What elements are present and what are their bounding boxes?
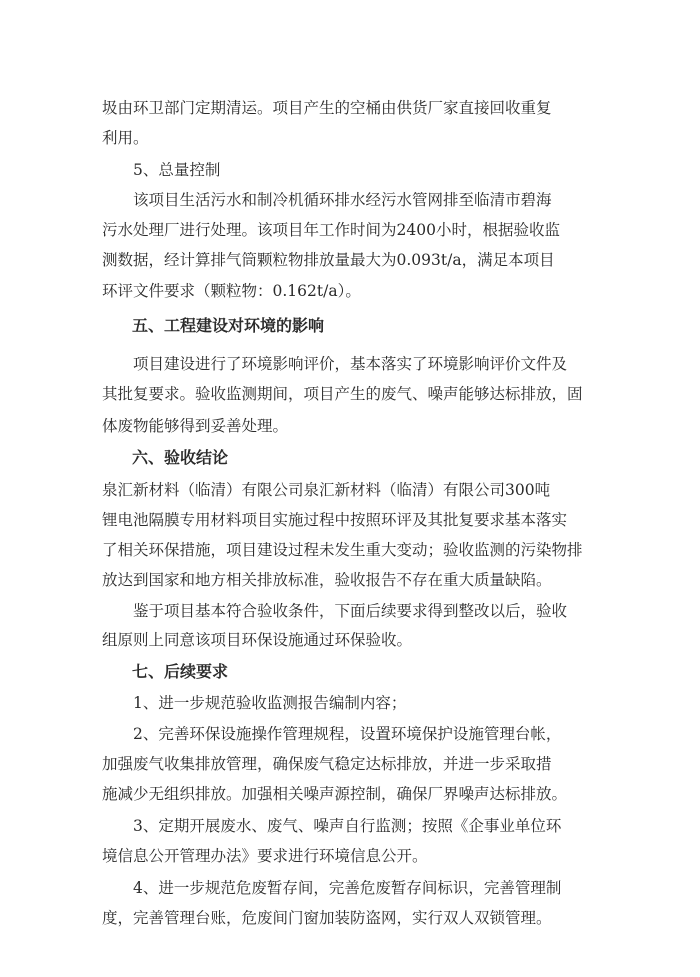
section-heading-7: 七、后续要求 — [132, 662, 229, 681]
body-line: 环评文件要求（颗粒物：0.162t/a）。 — [102, 282, 361, 300]
section-heading-6: 六、验收结论 — [132, 448, 229, 467]
body-line: 其批复要求。验收监测期间，项目产生的废气、噪声能够达标排放，固 — [102, 385, 583, 403]
body-line: 了相关环保措施，项目建设过程未发生重大变动；验收监测的污染物排 — [102, 541, 583, 559]
body-line: 污水处理厂进行处理。该项目年工作时间为2400小时，根据验收监 — [102, 221, 560, 239]
body-line: 度，完善管理台账，危废间门窗加装防盗网，实行双人双锁管理。 — [102, 909, 552, 927]
subheading-total-control: 5、总量控制 — [133, 161, 221, 179]
body-line: 项目建设进行了环境影响评价，基本落实了环境影响评价文件及 — [133, 355, 568, 373]
body-line: 施减少无组织排放。加强相关噪声源控制，确保厂界噪声达标排放。 — [102, 785, 568, 803]
list-item-1: 1、进一步规范验收监测报告编制内容； — [133, 694, 407, 712]
list-item-4: 4、进一步规范危废暂存间，完善危废暂存间标识，完善管理制 — [133, 879, 562, 897]
body-line: 锂电池隔膜专用材料项目实施过程中按照环评及其批复要求基本落实 — [102, 511, 568, 529]
body-line: 放达到国家和地方相关排放标准，验收报告不存在重大质量缺陷。 — [102, 571, 552, 589]
body-line: 体废物能够得到妥善处理。 — [102, 417, 289, 435]
body-line: 测数据，经计算排气筒颗粒物排放量最大为0.093t/a，满足本项目 — [102, 251, 555, 269]
body-line: 该项目生活污水和制冷机循环排水经污水管网排至临清市碧海 — [133, 191, 552, 209]
section-heading-5: 五、工程建设对环境的影响 — [132, 316, 325, 335]
body-line: 境信息公开管理办法》要求进行环境信息公开。 — [102, 847, 428, 865]
body-line: 泉汇新材料（临清）有限公司泉汇新材料（临清）有限公司300吨 — [102, 481, 551, 499]
body-line: 鉴于项目基本符合验收条件，下面后续要求得到整改以后，验收 — [133, 602, 568, 620]
body-line: 组原则上同意该项目环保设施通过环保验收。 — [102, 631, 413, 649]
body-line: 利用。 — [102, 129, 149, 147]
body-line: 圾由环卫部门定期清运。项目产生的空桶由供货厂家直接回收重复 — [102, 99, 552, 117]
list-item-2: 2、完善环保设施操作管理规程，设置环境保护设施管理台帐， — [133, 725, 562, 743]
body-line: 加强废气收集排放管理，确保废气稳定达标排放，并进一步采取措 — [102, 755, 552, 773]
list-item-3: 3、定期开展废水、废气、噪声自行监测；按照《企事业单位环 — [133, 817, 562, 835]
